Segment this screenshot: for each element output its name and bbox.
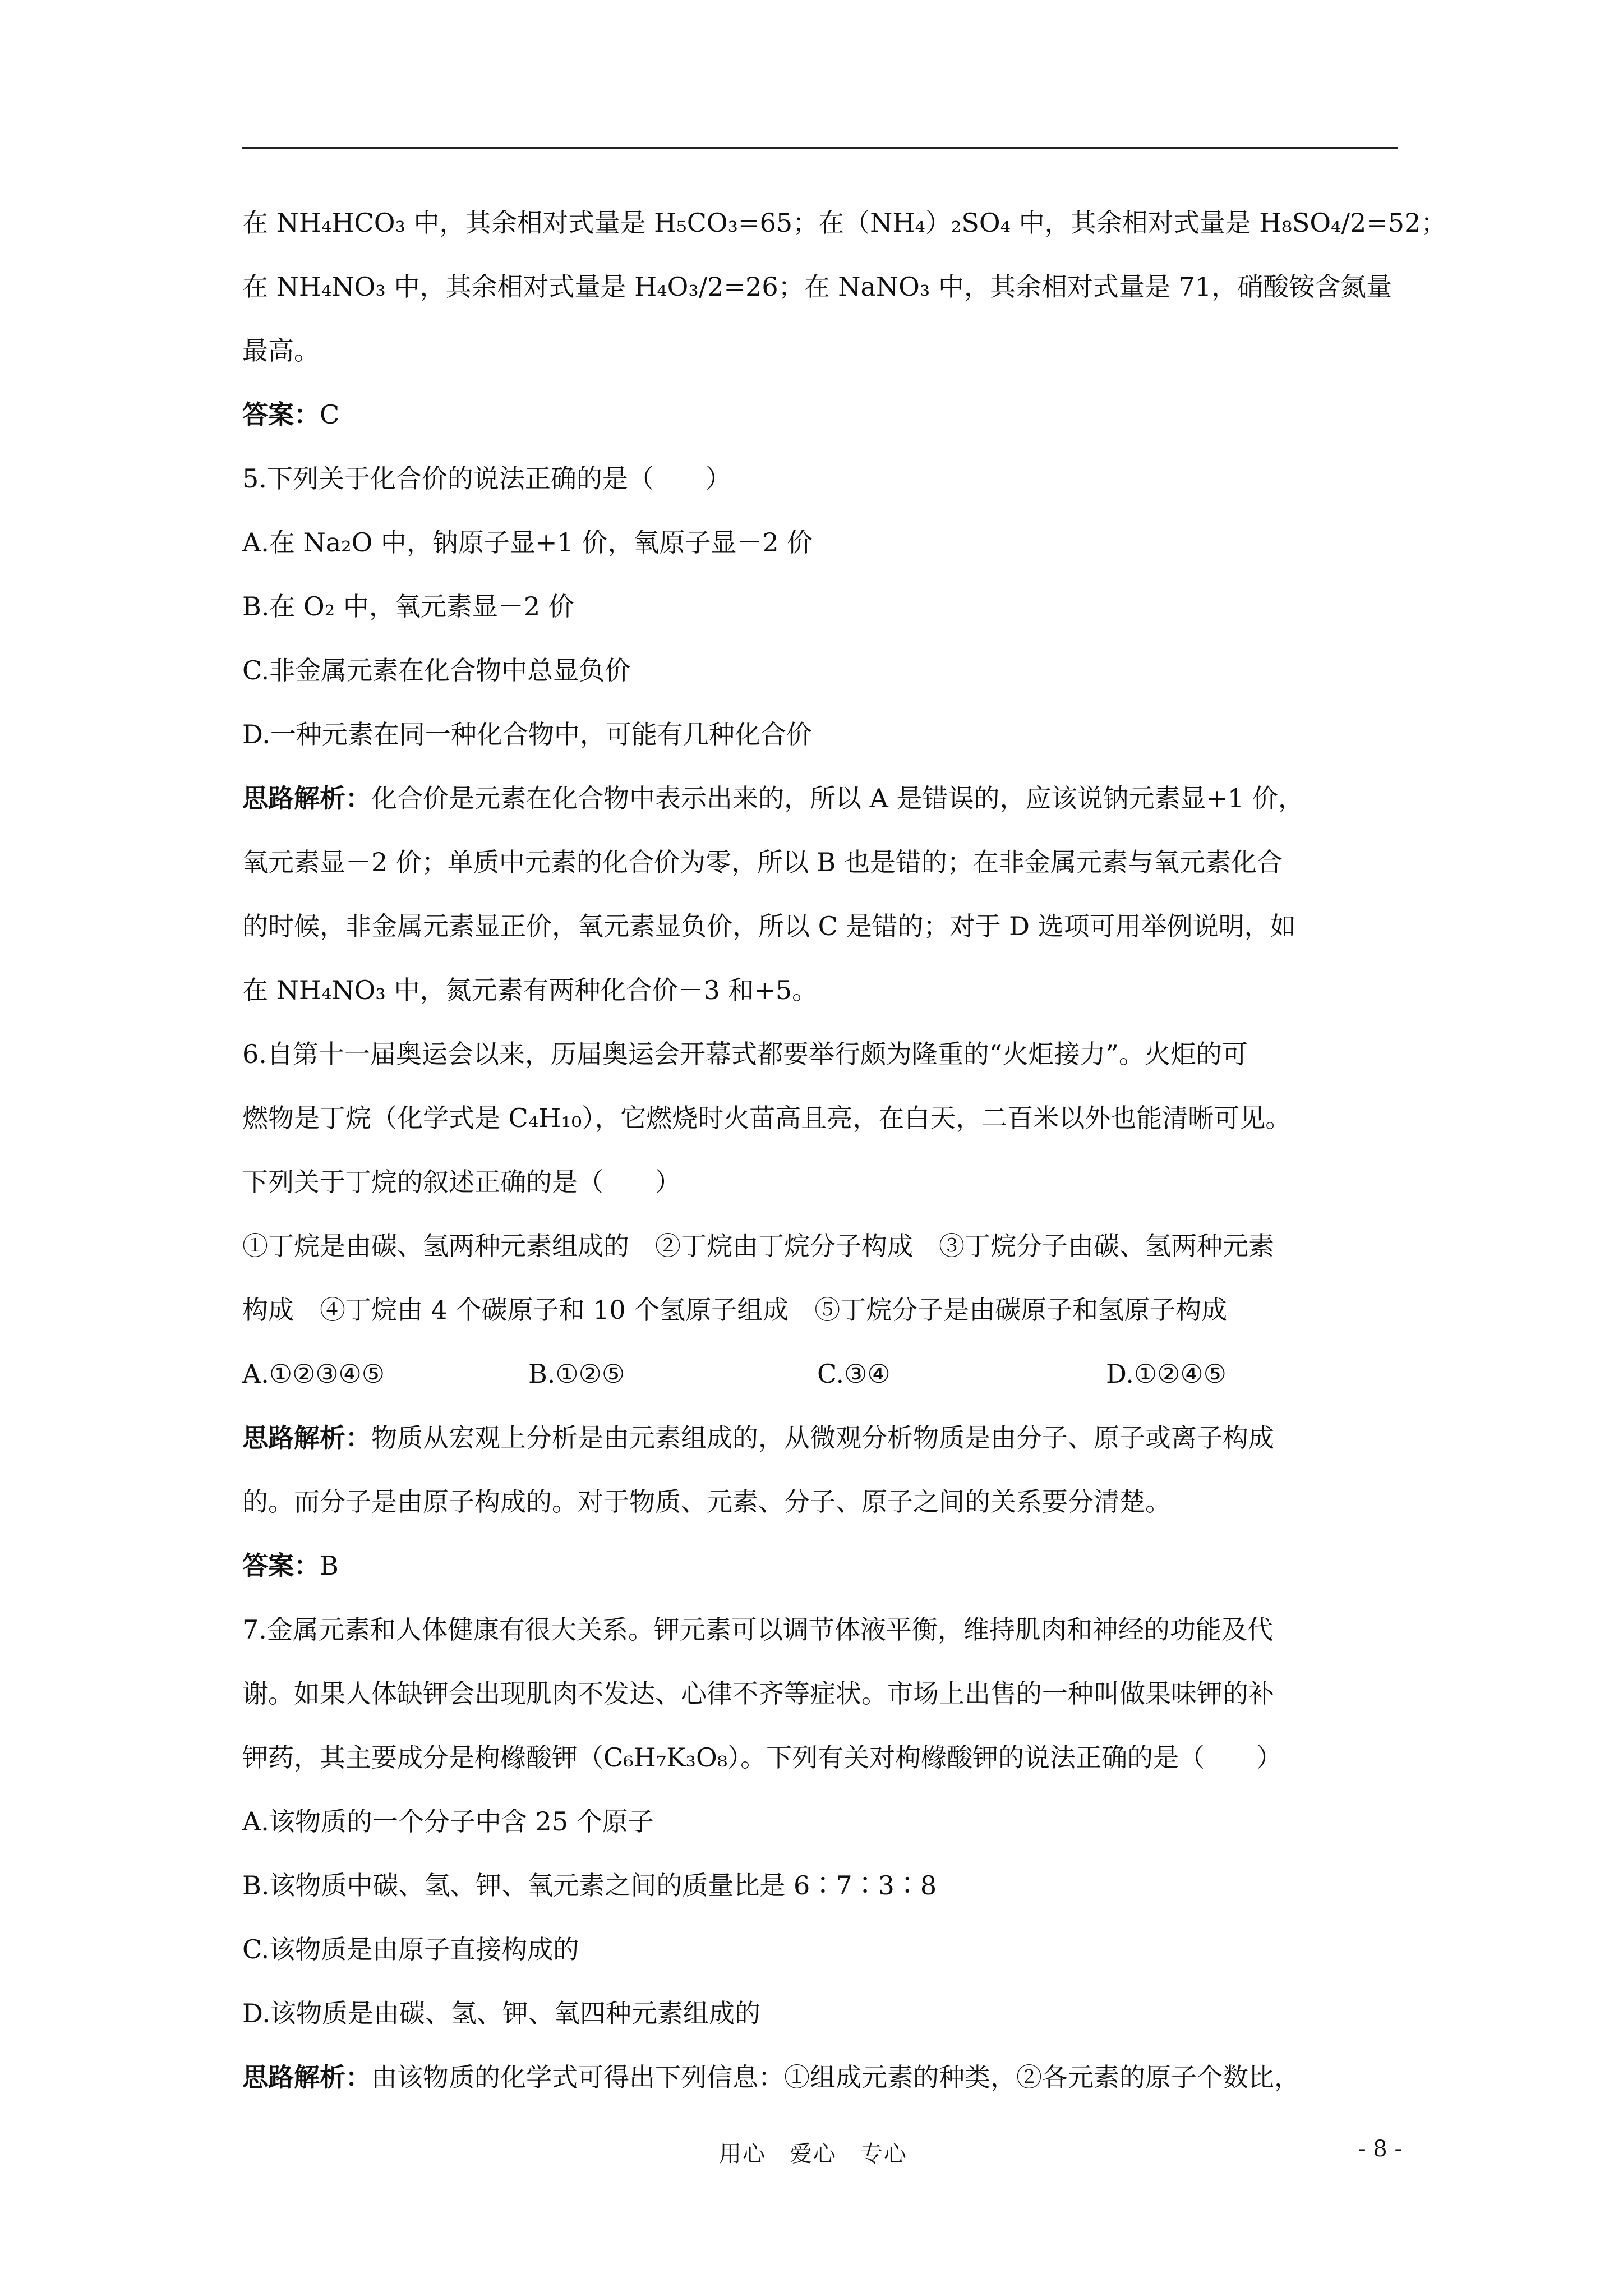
question-5-option-b: B.在 O₂ 中，氧元素显－2 价 — [242, 591, 574, 622]
question-6-line: 燃物是丁烷（化学式是 C₄H₁₀），它燃烧时火苗高且亮，在白天，二百米以外也能清晰可见。 — [242, 1103, 1292, 1133]
analysis-5-line: 的时候，非金属元素显正价，氧元素显负价，所以 C 是错的；对于 D 选项可用举例说明，如 — [242, 911, 1296, 941]
answer-label: 答案： — [242, 399, 320, 430]
analysis-6-line — [242, 1406, 1414, 1470]
question-6-option-a: A.①②③④⑤ — [242, 1359, 385, 1389]
question-6-option-c: C.③④ — [817, 1359, 891, 1389]
analysis-5-line — [242, 766, 1414, 830]
question-6-statements: ①丁烷是由碳、氢两种元素组成的 ②丁烷由丁烷分子构成 ③丁烷分子由碳、氢两种元素 — [242, 1231, 1274, 1261]
analysis-5-line: 氧元素显－2 价；单质中元素的化合价为零，所以 B 也是错的；在非金属元素与氧元素化合 — [242, 847, 1283, 877]
analysis-7-line — [242, 2045, 1414, 2109]
text-line: 最高。 — [242, 335, 320, 366]
question-7-option-a: A.该物质的一个分子中含 25 个原子 — [242, 1806, 654, 1837]
question-6-option-b: B.①②⑤ — [528, 1359, 625, 1389]
question-7-line: 谢。如果人体缺钾会出现肌肉不发达、心律不齐等症状。市场上出售的一种叫做果味钾的补 — [242, 1678, 1274, 1709]
analysis-label: 思路解析： — [242, 1423, 371, 1453]
analysis-5-line: 在 NH₄NO₃ 中，氮元素有两种化合价－3 和+5。 — [242, 975, 818, 1005]
question-7-option-b: B.该物质中碳、氢、钾、氧元素之间的质量比是 6∶7∶3∶8 — [242, 1870, 937, 1901]
question-5-option-c: C.非金属元素在化合物中总显负价 — [242, 655, 631, 685]
question-7-option-c: C.该物质是由原子直接构成的 — [242, 1934, 579, 1964]
analysis-label: 思路解析： — [242, 783, 371, 813]
question-6-line: 下列关于丁烷的叙述正确的是（ ） — [242, 1167, 681, 1197]
answer-label: 答案： — [242, 1550, 320, 1581]
question-6-line: 6.自第十一届奥运会以来，历届奥运会开幕式都要举行颇为隆重的“火炬接力”。火炬的可 — [242, 1039, 1248, 1069]
analysis-text: 由该物质的化学式可得出下列信息：①组成元素的种类，②各元素的原子个数比， — [371, 2062, 1300, 2092]
page-number: - 8 - — [1358, 2136, 1402, 2162]
analysis-6-line: 的。而分子是由原子构成的。对于物质、元素、分子、原子之间的关系要分清楚。 — [242, 1487, 1171, 1517]
question-6-option-d: D.①②④⑤ — [1106, 1359, 1227, 1389]
analysis-text: 化合价是元素在化合物中表示出来的，所以 A 是错误的，应该说钠元素显+1 价， — [371, 783, 1304, 813]
question-5-option-d: D.一种元素在同一种化合物中，可能有几种化合价 — [242, 719, 812, 749]
document-body — [242, 191, 1447, 2109]
question-6-options — [242, 1342, 1414, 1406]
answer-line — [242, 1534, 1414, 1598]
header-rule — [242, 147, 1398, 149]
question-5-option-a: A.在 Na₂O 中，钠原子显+1 价，氧原子显－2 价 — [242, 527, 813, 558]
answer-value: B — [320, 1550, 339, 1581]
analysis-text: 物质从宏观上分析是由元素组成的，从微观分析物质是由分子、原子或离子构成 — [371, 1423, 1274, 1453]
question-7-line: 钾药，其主要成分是枸橼酸钾（C₆H₇K₃O₈）。下列有关对枸橼酸钾的说法正确的是（ ） — [242, 1742, 1283, 1773]
text-line: 在 NH₄NO₃ 中，其余相对式量是 H₄O₃/2=26；在 NaNO₃ 中，其余相对式量是 71，硝酸铵含氮量 — [242, 272, 1393, 302]
footer-motto: 用心 爱心 专心 — [719, 2141, 907, 2167]
answer-line — [242, 383, 1414, 447]
question-6-statements: 构成 ④丁烷由 4 个碳原子和 10 个氢原子组成 ⑤丁烷分子是由碳原子和氢原子构成 — [242, 1295, 1228, 1325]
question-5: 5.下列关于化合价的说法正确的是（ ） — [242, 463, 731, 494]
question-7-line: 7.金属元素和人体健康有很大关系。钾元素可以调节体液平衡，维持肌肉和神经的功能及代 — [242, 1614, 1273, 1645]
answer-value: C — [320, 399, 340, 430]
question-7-option-d: D.该物质是由碳、氢、钾、氧四种元素组成的 — [242, 1998, 760, 2028]
text-line: 在 NH₄HCO₃ 中，其余相对式量是 H₅CO₃=65；在（NH₄）₂SO₄ 中，其余相对式量是 H₈SO₄/2=52； — [242, 208, 1447, 238]
analysis-label: 思路解析： — [242, 2062, 371, 2092]
